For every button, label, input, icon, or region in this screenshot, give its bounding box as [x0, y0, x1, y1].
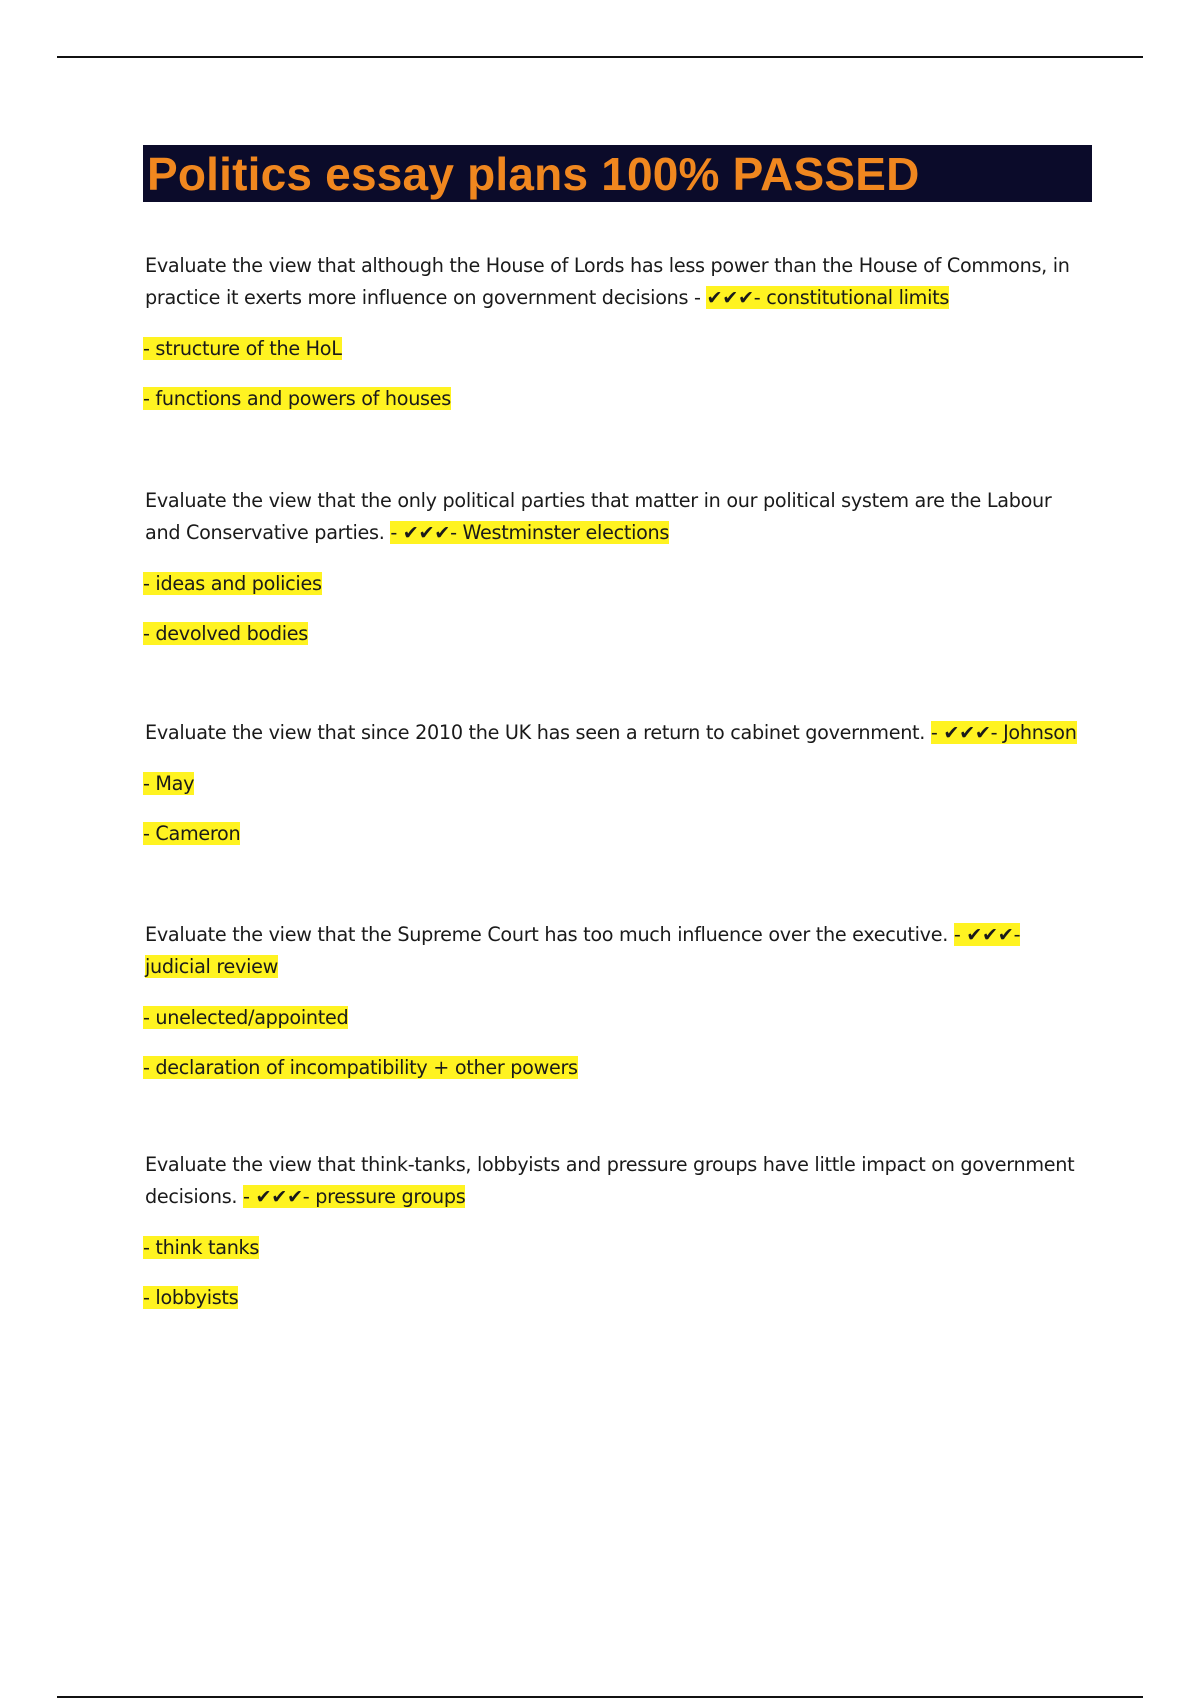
question-text: Evaluate the view that think-tanks, lobbyists and pressure groups have little impact on government decisions. [145, 1153, 1075, 1208]
document-body [145, 250, 1080, 1313]
answer-point [143, 334, 1080, 364]
answer-point-text: - functions and powers of houses [143, 387, 451, 410]
answer-point [143, 1233, 1080, 1263]
question-text: Evaluate the view that the only political parties that matter in our political system are the Labour and Conservative parties. [145, 489, 1052, 544]
question-text: Evaluate the view that although the House of Lords has less power than the House of Commons, in practice it exerts more influence on government decisions - [145, 254, 1070, 309]
answer-highlight: - ✔✔✔- pressure groups [243, 1185, 466, 1208]
question-text: Evaluate the view that the Supreme Court has too much influence over the executive. [145, 923, 949, 946]
answer-point [143, 1053, 1080, 1083]
answer-highlight: ✔✔✔- constitutional limits [706, 286, 950, 309]
answer-point [143, 619, 1080, 649]
essay-plan-item [145, 919, 1080, 1083]
answer-point-text: - May [143, 772, 195, 795]
header-rule [57, 56, 1143, 58]
essay-question [145, 717, 1080, 749]
answer-point-text: - think tanks [143, 1236, 260, 1259]
answer-point [143, 384, 1080, 414]
answer-point-text: - Cameron [143, 822, 241, 845]
essay-plan-item [145, 1149, 1080, 1313]
essay-plan-item [145, 485, 1080, 649]
answer-highlight: - ✔✔✔- judicial review [145, 923, 1021, 978]
essay-plan-item [145, 717, 1080, 849]
essay-question [145, 919, 1080, 983]
answer-point-text: - structure of the HoL [143, 337, 342, 360]
answer-point [143, 1003, 1080, 1033]
answer-point [143, 1283, 1080, 1313]
page-title: Politics essay plans 100% PASSED [147, 147, 920, 200]
essay-plan-item [145, 250, 1080, 414]
answer-point-text: - declaration of incompatibility + other powers [143, 1056, 578, 1079]
answer-point-text: - devolved bodies [143, 622, 309, 645]
answer-highlight: - ✔✔✔- Johnson [930, 721, 1077, 744]
answer-point [143, 769, 1080, 799]
answer-point [143, 819, 1080, 849]
title-banner [143, 145, 1092, 202]
answer-point [143, 569, 1080, 599]
answer-point-text: - ideas and policies [143, 572, 322, 595]
essay-question [145, 250, 1080, 314]
question-text: Evaluate the view that since 2010 the UK has seen a return to cabinet government. [145, 721, 926, 744]
essay-question [145, 485, 1080, 549]
answer-highlight: - ✔✔✔- Westminster elections [390, 521, 670, 544]
answer-point-text: - lobbyists [143, 1286, 239, 1309]
answer-point-text: - unelected/appointed [143, 1006, 349, 1029]
footer-rule [57, 1696, 1143, 1698]
essay-question [145, 1149, 1080, 1213]
